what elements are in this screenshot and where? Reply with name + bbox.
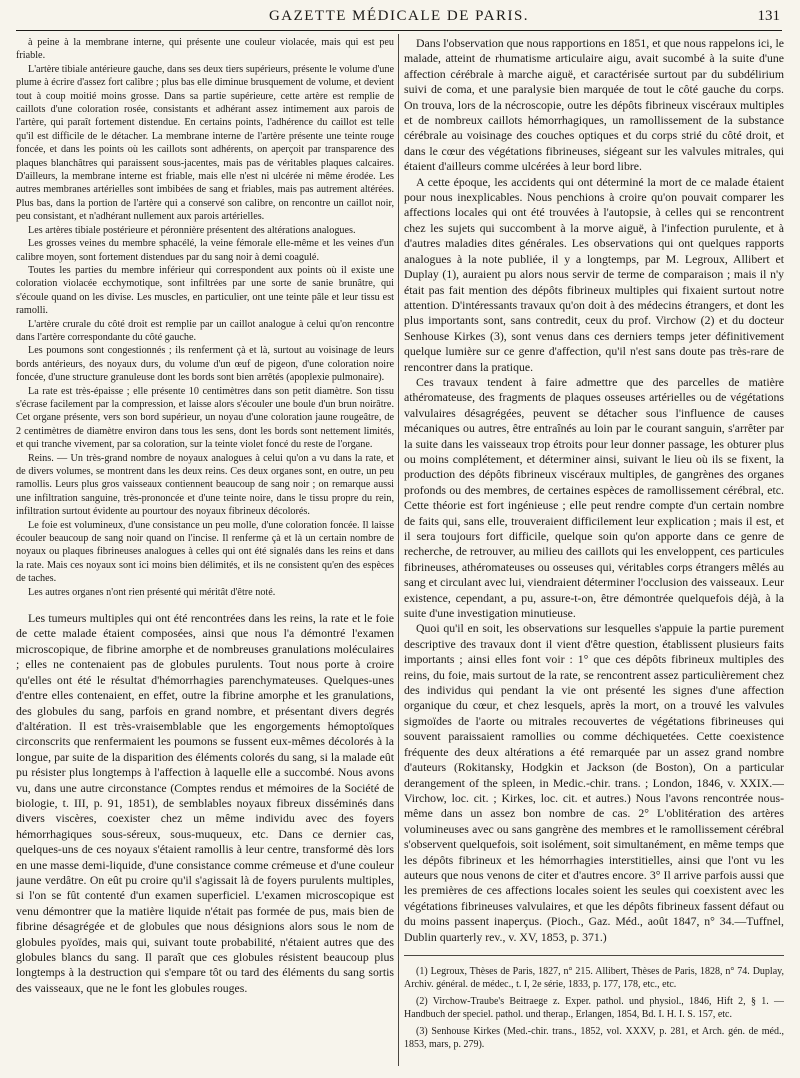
- paragraph: A cette époque, les accidents qui ont déterminé la mort de ce malade étaient pour nous inexplicables. Nous penchions à croire qu'on pouvait comparer les affections locales qui ont été trouvées à l'autopsie, à celles qui se rencontrent chez les sujets qui succombent à la morve aiguë, à l'infection purulente, et à d'autres maladies dites générales. Les observations qui ont quelques rapports analogues à la note publiée, il y a longtemps, par M. Legroux, Allibert et Duplay (1), auraient pu alors nous servir de terme de comparaison ; mais il n'y était pas fait mention des dépôts fibrineux multiples qui fixaient surtout notre attention. D'intéressants travaux qu'on doit à des médecins étrangers, et dont les plus importants sont, sans contredit, ceux du prof. Virchow (2) et du docteur Senhouse Kirkes (3), sont venus dans ces derniers temps jeter définitivement quelque lumière sur ce genre d'affection, qu'il n'est sans doute pas très-rare de rencontrer dans la pratique.: [404, 174, 784, 374]
- column-divider: [398, 34, 399, 1066]
- left-column: [16, 36, 394, 1074]
- paragraph: Les grosses veines du membre sphacélé, la veine fémorale elle-même et les veines d'un calibre moyen, sont fortement distendues par du sang noir à demi coagulé.: [16, 238, 394, 263]
- paragraph: Les poumons sont congestionnés ; ils renferment çà et là, surtout au voisinage de leurs bords antérieurs, des noyaux durs, du volume d'un œuf de pigeon, d'une coloration noire foncée, d'une structure granuleuse dont les bords sont bien arrêtés (apoplexie pulmonaire).: [16, 345, 394, 384]
- right-column: [404, 36, 784, 1074]
- page-number: 131: [757, 8, 780, 24]
- journal-title: GAZETTE MÉDICALE DE PARIS.: [268, 8, 530, 24]
- paragraph: L'artère crurale du côté droit est remplie par un caillot analogue à celui qu'on rencontre dans l'artère correspondante du côté gauche.: [16, 318, 394, 343]
- footnote: (2) Virchow-Traube's Beitraege z. Exper. pathol. und physiol., 1846, Hift 2, § 1. — Handbuch der speciel. pathol. und therap., Erlangen, 1854, Bd. I. H. I. S. 157, etc.: [404, 995, 784, 1021]
- paragraph: Les tumeurs multiples qui ont été rencontrées dans les reins, la rate et le foie de cette malade étaient composées, ainsi que nous l'a démontré l'examen microscopique, de fibrine amorphe et de nombreuses granulations moléculaires ; elles ne contenaient pas de globules purulents. Tout nous porte à croire qu'elles ont été le résultat d'hémorrhagies parenchymateuses. Quelques-unes d'entre elles contenaient, en effet, outre la fibrine amorphe et les granulations, des globules du sang, parfois en grand nombre, et présentant divers degrés d'altération. Il est très-vraisemblable que les engorgements hémoptoïques circonscrits que renfermaient les poumons se fussent eux-mêmes décolorés à la longue, par suite de la disparition des éléments colorés du sang, si la malade eût pu résister plus longtemps à l'affection à laquelle elle a succombé. Nous avons vu, dans une autre circonstance (Comptes rendus et mémoires de la Société de biologie, t. III, p. 91, 1851), de semblables noyaux fibreux disséminés dans divers viscères, coexister chez un même individu avec des foyers hémorrhagiques sous-séreux, sous-muqueux, etc. Dans ce dernier cas, quelques-uns de ces noyaux s'étaient ramollis à leur centre, transformé dès lors en une masse demi-liquide, d'une consistance comme crémeuse et d'une couleur jaune verdâtre. On eût pu croire qu'il s'agissait là de foyers purulents multiples, si l'on se fût contenté d'un examen superficiel. L'examen microscopique est venu démontrer que la matière liquide n'était pas formée de pus, mais bien de fibrine désagrégée et de globules que nous désignions alors sous le nom de globules pyoïdes, mais qui, suivant toute probabilité, n'étaient autres que des globules blancs du sang. Il paraît que ces globules résistent beaucoup plus longtemps à la destruction qui s'empare tôt ou tard des éléments du sang sortis des vaisseaux, que ne le font les globules rouges.: [16, 611, 394, 995]
- page-header: [16, 6, 782, 31]
- paragraph: Les autres organes n'ont rien présenté qui méritât d'être noté.: [28, 586, 276, 598]
- paragraph: Le foie est volumineux, d'une consistance un peu molle, d'une coloration foncée. Il laisse écouler beaucoup de sang noir quand on l'incise. Il renferme çà et là un certain nombre de noyaux ou plaques fibrineuses analogues à celles qui ont été signalés dans les reins et dans la rate. Mais ces noyaux sont ici moins bien délimités, et ils ne consistent qu'en des espèces de taches.: [16, 519, 394, 585]
- paragraph: Les artères tibiale postérieure et péronnière présentent des altérations analogues.: [28, 224, 356, 236]
- paragraph: Dans l'observation que nous rapportions en 1851, et que nous rappelons ici, le malade, atteint de rhumatisme articulaire aigu, avait sucombé à la suite d'une affection cérébrale à marche aiguë, et caractérisée surtout par du subdélirium suivi de coma, et une paralysie bien marquée de tout le côté gauche du corps. On trouva, lors de la nécroscopie, outre les dépôts fibrineux viscéraux multiples et de nombreux caillots hémorrhagiques, un ramollissement de la substance cérébrale au voisinage des couches optiques et du corps strié du côté droit, et dans le cœur des végétations fibrineuses, siégeant sur les valvules mitrales, qui étaient d'ailleurs comme ulcérées à leur bord libre.: [404, 36, 784, 174]
- paragraph: L'artère tibiale antérieure gauche, dans ses deux tiers supérieurs, présente le volume d'une plume à écrire d'assez fort calibre ; plus bas elle diminue brusquement de volume, et devient tout à coup moitié moins grosse. Dans sa partie supérieure, cette artère est remplie de caillots d'une coloration rosée, consistants et adhérant assez intimement aux parois de l'artère, qui paraît fortement distendue. En certains points, l'adhérence du caillot est telle qu'il est difficile de le détacher. La membrane interne de l'artère présente une teinte rouge foncée, et dans les points où les caillots sont adhérents, on aperçoit par transparence des plaques blanchâtres qui paraissent sous-jacentes, mais pas de véritables plaques calcaires. D'ailleurs, la membrane interne est friable, mais elle n'est ni ulcérée ni même érodée. Les autres membranes artérielles sont imbibées de sang et friables, mais pas autrement altérées. Plus bas, dans la portion de l'artère qui a conservé son calibre, on rencontre un caillot noir, peu consistant, et n'adhérant nullement aux parois artérielles.: [16, 63, 394, 223]
- paragraph: Toutes les parties du membre inférieur qui correspondent aux points où il existe une coloration violacée ecchymotique, sont infiltrées par une sorte de sanie brunâtre, qui s'écoule quand on les divise. Les muscles, en particulier, ont une teinte pâle et leur tissu est ramolli.: [16, 264, 394, 317]
- footnote-rule: [404, 955, 784, 956]
- paragraph: Ces travaux tendent à faire admettre que des parcelles de matière athéromateuse, des fragments de plaques osseuses artérielles ou de végétations valvulaires désagrégées, peuvent se détacher sous l'influence de causes mécaniques ou autres, être entraînés au loin par le courant sanguin, s'arrêter par la suite dans les vaisseaux trop étroits pour leur donner passage, les obturer plus ou moins complétement, et déterminer ainsi, suivant le lieu où ils se fixent, la production des dépôts fibrineux viscéraux multiples, de gangrènes des organes profonds ou des membres, de certaines espèces de ramollissement cérébral, etc. Cette théorie est fort ingénieuse ; elle peut rendre compte d'un certain nombre de faits qui, sans elle, trouveraient difficilement leur explication ; mais il est, et il sera toujours fort difficile, quelque soin qu'on apporte dans ce genre de recherche, de retrouver, au milieu des caillots qui les enveloppent, ces particules fibrineuses, athéromateuses ou osseuses qui, véritables corps étrangers mêlés au sang et circulant avec lui, viendraient déterminer l'occlusion des vaisseaux. Leur existence, cependant, a pu, assure-t-on, être démontrée quelquefois déjà, à la suite d'une investigation minutieuse.: [404, 374, 784, 621]
- paragraph: Quoi qu'il en soit, les observations sur lesquelles s'appuie la partie purement descriptive des travaux dont il vient d'être question, établissent plusieurs faits importants ; ainsi elles font voir : 1° que ces dépôts fibrineux multiples des reins, du foie, mais surtout de la rate, se rencontrent assez particulièrement chez des individus qui pendant la vie ont présenté les signes d'une affection organique du cœur, et chez lesquels, après la mort, on a trouvé les valvules sigmoïdes de l'aorte ou mitrales recouvertes de végétations fibrineuses qui souvent paraissaient ramollies ou comme déchiquetées. Cette coexistence fréquente des deux altérations a été remarquée par un assez grand nombre d'auteurs (Rokitansky, Hodgkin et Jackson (de Boston), On a particular derangement of the spleen, in Medic.-chir. trans. ; London, 1846, v. XXIX.—Virchow, loc. cit. ; Kirkes, loc. cit. et autres.) Nous l'avons rencontrée nous-même dans un assez bon nombre de cas. 2° L'oblitération des artères volumineuses avec ou sans gangrène des membres et le ramollissement cérébral s'observent quelquefois, soit isolément, soit simultanément, en même temps que les dépôts fibrineux et les hémorrhagies interstitielles, ainsi que l'ont vu les auteurs que nous venons de citer et d'autres encore. 3° Il arrive parfois aussi que les premières de ces affections locales soient les seules qui coexistent avec les végétations fibrineuses valvulaires, et que les dépôts fibrineux fassent défaut ou du moins passent inaperçus. (Pioch., Gaz. Méd., août 1847, n° 34.—Tuffnel, Dublin quarterly rev., v. XV, 1853, p. 371.): [404, 621, 784, 944]
- footnote: (3) Senhouse Kirkes (Med.-chir. trans., 1852, vol. XXXV, p. 281, et Arch. gén. de méd., 1853, mars, p. 279).: [404, 1025, 784, 1051]
- paragraph: La rate est très-épaisse ; elle présente 10 centimètres dans son petit diamètre. Son tissu s'écrase facilement par la compression, et laisse alors s'écouler une boule d'un brun noirâtre. Cet organe présente, vers son bord supérieur, un noyau d'une coloration jaune rougeâtre, de 2 centimètres de diamètre environ dans tous les sens, dont les bords sont nettement limités, et qui tranche vivement, par sa coloration, sur la teinte violet foncé du reste de l'organe.: [16, 385, 394, 451]
- paragraph: à peine à la membrane interne, qui présente une couleur violacée, mais qui est peu friable.: [16, 37, 394, 62]
- paragraph: Reins. — Un très-grand nombre de noyaux analogues à celui qu'on a vu dans la rate, et de divers volumes, se montrent dans les deux reins. Ces deux organes sont, en outre, un peu ramollis. Leurs plus gros vaisseaux contiennent beaucoup de sang noir ; on remarque aussi une infiltration sanguine, très-prononcée et d'une teinte noire, dans le tissu propre du rein, infiltration surtout évidente au pourtour des noyaux fibrineux décolorés.: [16, 452, 394, 518]
- footnote: (1) Legroux, Thèses de Paris, 1827, n° 215. Allibert, Thèses de Paris, 1828, n° 74. Duplay, Archiv. général. de médec., t. I, 2e série, 1833, p. 177, 178, etc., etc.: [404, 965, 784, 991]
